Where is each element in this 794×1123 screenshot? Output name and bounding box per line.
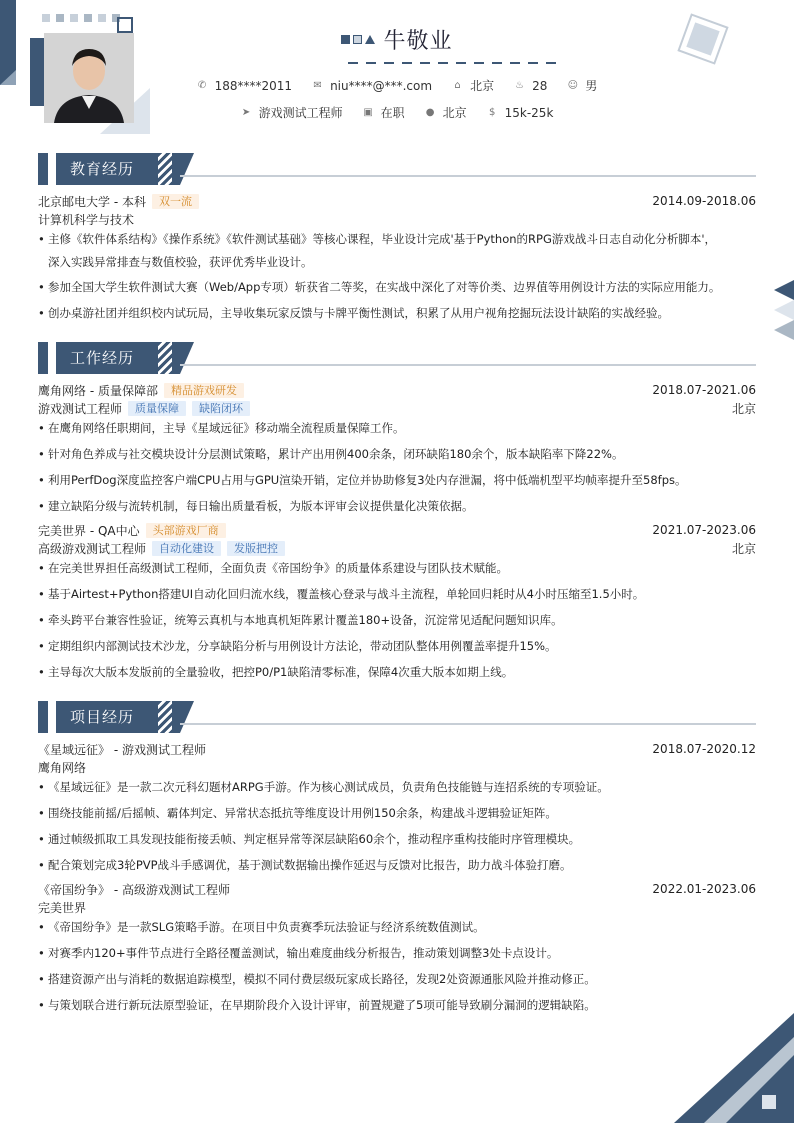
gender-icon: ☺ [567,80,579,91]
send-icon: ➤ [241,107,251,118]
company-tag: 头部游戏厂商 [146,523,226,538]
work-header [38,382,756,398]
project-name: 《帝国纷争》 - 高级游戏测试工程师 [38,882,230,897]
section-header-projects [38,701,756,733]
section-title: 教育经历 [56,153,180,185]
list-item: • 在鹰角网络任职期间，主导《星域远征》移动端全流程质量保障工作。 [38,417,750,440]
list-item: • 《帝国纷争》是一款SLG策略手游。在项目中负责赛季玩法验证与经济系统数值测试。 [38,916,750,939]
job-info-row [0,104,794,121]
corner-decoration-bottom-right [674,1003,794,1123]
list-item: • 牵头跨平台兼容性验证，统筹云真机与本地真机矩阵累计覆盖180+设备，沉淀常见适配问题知识库。 [38,609,750,632]
project-header [38,881,756,897]
target-city: 北京 [442,106,467,120]
list-item: • 创办桌游社团并组织校内试玩局，主导收集玩家反馈与卡牌平衡性测试，积累了从用户视角挖掘玩法设计缺陷的实战经验。 [38,302,750,325]
side-decoration-right [772,278,794,342]
contact-info-row [0,77,794,94]
list-item: • 主导每次大版本发版前的全量验收，把控P0/P1缺陷清零标准，保障4次重大版本如期上线。 [38,661,750,684]
project-company: 完美世界 [38,901,87,915]
list-item: • 利用PerfDog深度监控客户端CPU占用与GPU渲染开销，定位并协助修复3处内存泄漏，将中低端机型平均帧率提升至58fps。 [38,469,750,492]
list-item: • 配合策划完成3轮PVP战斗手感调优，基于测试数据输出操作延迟与反馈对比报告，助力战斗体验打磨。 [38,854,750,877]
briefcase-icon: ▣ [363,107,373,118]
home-icon: ⌂ [454,80,461,91]
list-item: • 通过帧级抓取工具发现技能衔接丢帧、判定框异常等深层缺陷60余个，推动程序重构技能时序管理模块。 [38,828,750,851]
salary-icon: $ [488,107,496,118]
project-company: 鹰角网络 [38,761,87,775]
project-date: 2022.01-2023.06 [652,882,756,896]
gender: 男 [585,79,598,93]
section-header-education [38,153,756,185]
email-icon: ✉ [313,80,322,91]
phone: 188****2011 [214,78,293,93]
list-item: • 参加全国大学生软件测试大赛（Web/App专项）斩获省二等奖，在实战中深化了对等价类、边界值等用例设计方法的实际应用能力。 [38,276,750,299]
job-status: 在职 [380,106,405,120]
job-tag: 发版把控 [227,541,285,556]
job-title: 高级游戏测试工程师 [38,541,147,556]
education-header [38,193,756,209]
work-title-row [38,400,756,416]
list-item-continued: 深入实践异常排查与数值校验，获评优秀毕业设计。 [48,255,313,269]
work-location: 北京 [731,401,756,416]
list-item: • 对赛季内120+事件节点进行全路径覆盖测试，输出难度曲线分析报告，推动策划调整3处卡点设计。 [38,942,750,965]
list-item: • 建立缺陷分级与流转机制，每日输出质量看板，为版本评审会议提供量化决策依据。 [38,495,750,518]
candidate-name: 牛敬业 [383,28,453,54]
school-name: 北京邮电大学 - 本科 [38,194,146,209]
job-tag: 质量保障 [128,401,186,416]
name-row [0,22,794,56]
job-title: 游戏测试工程师 [38,401,123,416]
company-tag: 精品游戏研发 [164,383,244,398]
section-title: 工作经历 [56,342,180,374]
email: niu****@***.com [330,78,433,93]
project-date: 2018.07-2020.12 [652,742,756,756]
name-decoration-icon [341,35,375,44]
school-tag: 双一流 [152,194,199,209]
target-position: 游戏测试工程师 [258,106,343,120]
list-item: • 主修《软件体系结构》《操作系统》《软件测试基础》等核心课程，毕业设计完成'基于Python的RPG游戏战斗日志自动化分析脚本'， [38,228,750,251]
list-item: • 在完美世界担任高级测试工程师，全面负责《帝国纷争》的质量体系建设与团队技术赋能。 [38,557,750,580]
work-date: 2021.07-2023.06 [652,523,756,537]
location-icon: ● [425,107,435,118]
cake-icon: ♨ [515,80,525,91]
list-item: • 定期组织内部测试技术沙龙，分享缺陷分析与用例设计方法论，带动团队整体用例覆盖率提升15%。 [38,635,750,658]
project-header [38,741,756,757]
city: 北京 [470,79,495,93]
section-title: 项目经历 [56,701,180,733]
project-name: 《星域远征》 - 游戏测试工程师 [38,742,206,757]
job-tag: 自动化建设 [152,541,221,556]
salary: 15k-25k [504,105,554,120]
list-item: • 《星域远征》是一款二次元科幻题材ARPG手游。作为核心测试成员，负责角色技能链与连招系统的专项验证。 [38,776,750,799]
work-title-row [38,540,756,556]
age: 28 [532,78,548,93]
phone-icon: ✆ [197,80,207,91]
work-header [38,522,756,538]
list-item: • 基于Airtest+Python搭建UI自动化回归流水线，覆盖核心登录与战斗主流程，单轮回归耗时从4小时压缩至1.5小时。 [38,583,750,606]
list-item: • 搭建资源产出与消耗的数据追踪模型，模拟不同付费层级玩家成长路径，发现2处资源通胀风险并推动修正。 [38,968,750,991]
section-header-work [38,342,756,374]
name-underline [348,62,564,64]
company-name: 鹰角网络 - 质量保障部 [38,383,158,398]
major: 计算机科学与技术 [38,213,135,227]
job-tag: 缺陷闭环 [192,401,250,416]
company-name: 完美世界 - QA中心 [38,523,140,538]
work-date: 2018.07-2021.06 [652,383,756,397]
list-item: • 与策划联合进行新玩法原型验证，在早期阶段介入设计评审，前置规避了5项可能导致刷分漏洞的逻辑缺陷。 [38,994,750,1017]
education-date: 2014.09-2018.06 [652,194,756,208]
corner-decoration-top-right [674,0,794,120]
work-location: 北京 [731,541,756,556]
list-item: • 围绕技能前摇/后摇帧、霸体判定、异常状态抵抗等维度设计用例150余条，构建战斗逻辑验证矩阵。 [38,802,750,825]
list-item: • 针对角色养成与社交模块设计分层测试策略，累计产出用例400余条，闭环缺陷180余个，版本缺陷率下降22%。 [38,443,750,466]
